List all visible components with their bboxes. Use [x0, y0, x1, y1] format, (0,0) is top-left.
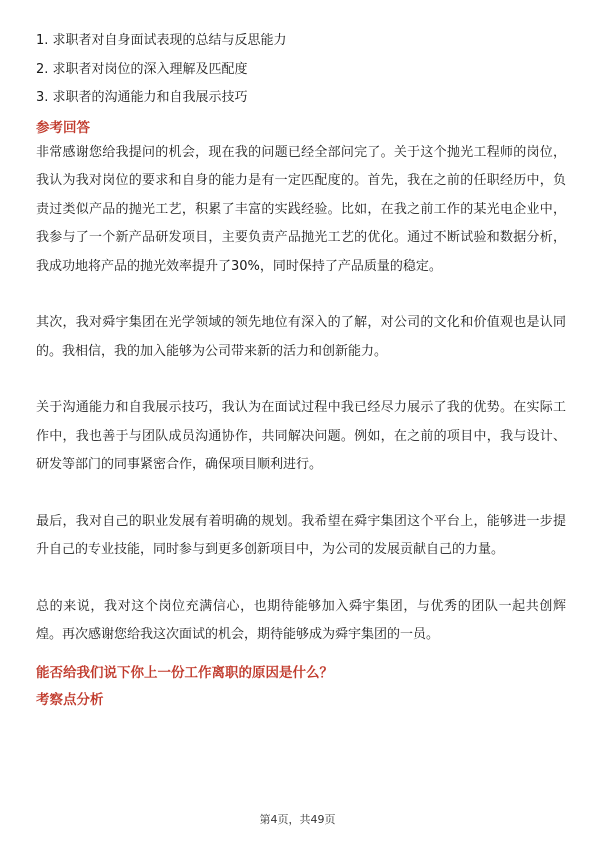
answer-heading: 参考回答	[36, 119, 90, 136]
criteria-item: 1. 求职者对自身面试表现的总结与反思能力	[36, 33, 287, 48]
answer-paragraph: 总的来说，我对这个岗位充满信心，也期待能够加入舜宇集团，与优秀的团队一起共创辉煌。再次感谢您给我这次面试的机会，期待能够成为舜宇集团的一员。	[36, 598, 566, 642]
answer-paragraph: 关于沟通能力和自我展示技巧，我认为在面试过程中我已经尽力展示了我的优势。在实际工作中，我也善于与团队成员沟通协作，共同解决问题。例如，在之前的项目中，我与设计、研发等部门的同事紧密合作，确保项目顺利进行。	[36, 400, 566, 472]
answer-paragraph: 非常感谢您给我提问的机会，现在我的问题已经全部问完了。关于这个抛光工程师的岗位，我认为我对岗位的要求和自身的能力是有一定匹配度的。首先，我在之前的任职经历中，负责过类似产品的抛光工艺，积累了丰富的实践经验。比如，在我之前工作的某光电企业中，我参与了一个新产品研发项目，主要负责产品抛光工艺的优化。通过不断试验和数据分析，我成功地将产品的抛光效率提升了30%，同时保持了产品质量的稳定。	[36, 144, 566, 274]
criteria-item: 2. 求职者对岗位的深入理解及匹配度	[36, 61, 248, 77]
answer-body	[36, 139, 566, 650]
answer-paragraph: 其次，我对舜宇集团在光学领域的领先地位有深入的了解，对公司的文化和价值观也是认同的。我相信，我的加入能够为公司带来新的活力和创新能力。	[36, 315, 566, 359]
page-content	[36, 30, 566, 711]
next-question-heading: 能否给我们说下你上一份工作离职的原因是什么？	[36, 664, 333, 681]
criteria-item: 3. 求职者的沟通能力和自我展示技巧	[36, 90, 248, 105]
evaluation-criteria-list	[36, 30, 566, 116]
answer-paragraph: 最后，我对自己的职业发展有着明确的规划。我希望在舜宇集团这个平台上，能够进一步提升自己的专业技能，同时参与到更多创新项目中，为公司的发展贡献自己的力量。	[36, 513, 566, 557]
page-number-footer: 第4页，共49页	[259, 813, 336, 826]
analysis-heading: 考察点分析	[36, 691, 104, 708]
